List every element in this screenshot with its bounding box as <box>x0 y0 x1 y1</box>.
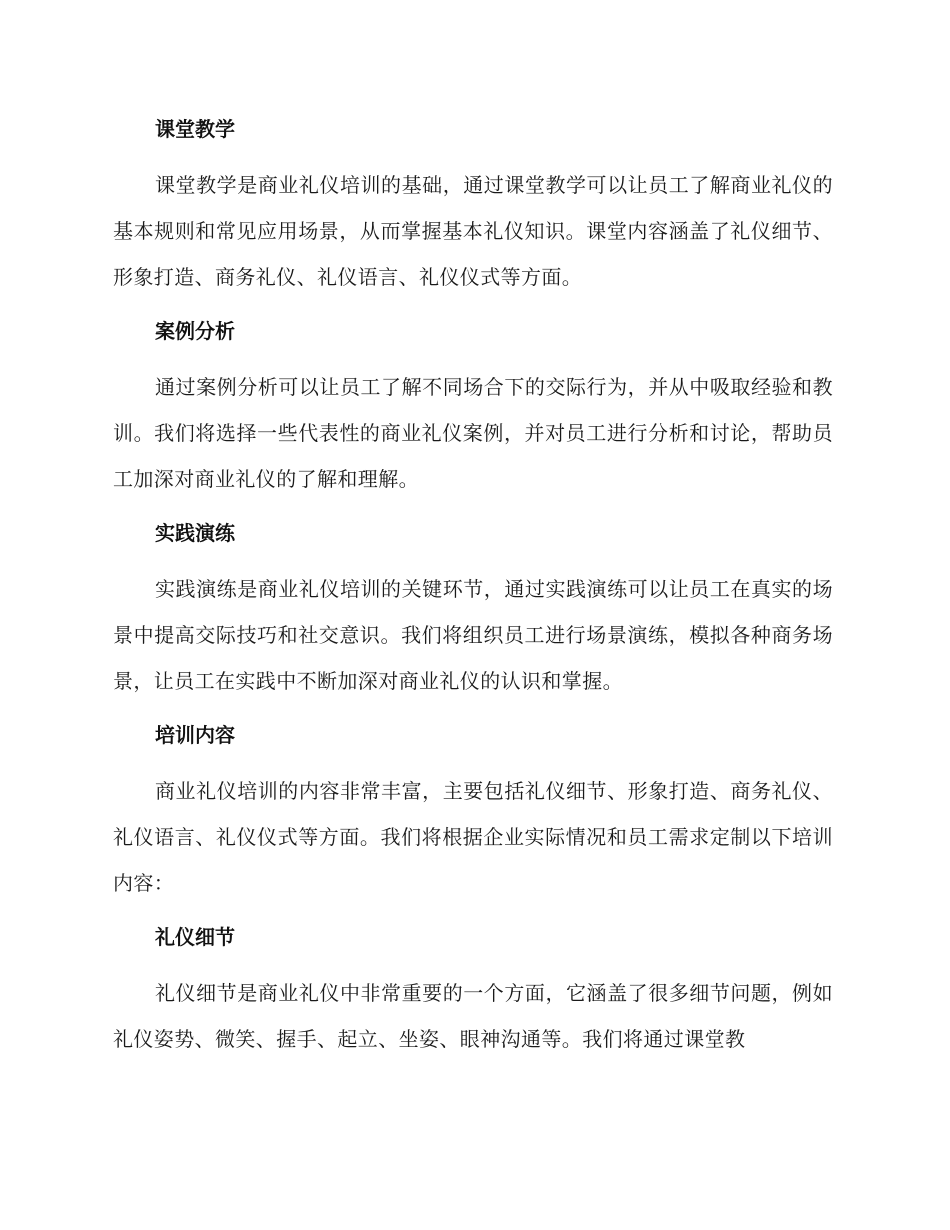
section-classroom-teaching <box>113 112 833 300</box>
section-practice-drills <box>113 516 833 704</box>
section-heading: 实践演练 <box>155 521 235 545</box>
section-etiquette-details <box>113 920 833 1062</box>
section-heading: 培训内容 <box>155 723 235 747</box>
section-paragraph: 商业礼仪培训的内容非常丰富，主要包括礼仪细节、形象打造、商务礼仪、礼仪语言、礼仪仪式等方面。我们将根据企业实际情况和员工需求定制以下培训内容： <box>113 779 833 895</box>
section-paragraph: 实践演练是商业礼仪培训的关键环节，通过实践演练可以让员工在真实的场景中提高交际技巧和社交意识。我们将组织员工进行场景演练，模拟各种商务场景，让员工在实践中不断加深对商业礼仪的认识和掌握。 <box>113 577 833 693</box>
section-paragraph: 课堂教学是商业礼仪培训的基础，通过课堂教学可以让员工了解商业礼仪的基本规则和常见应用场景，从而掌握基本礼仪知识。课堂内容涵盖了礼仪细节、形象打造、商务礼仪、礼仪语言、礼仪仪式等方面。 <box>113 173 833 289</box>
document-body <box>113 112 833 1076</box>
section-training-content <box>113 718 833 906</box>
section-heading: 礼仪细节 <box>155 925 235 949</box>
section-paragraph: 通过案例分析可以让员工了解不同场合下的交际行为，并从中吸取经验和教训。我们将选择一些代表性的商业礼仪案例，并对员工进行分析和讨论，帮助员工加深对商业礼仪的了解和理解。 <box>113 375 833 491</box>
section-paragraph: 礼仪细节是商业礼仪中非常重要的一个方面，它涵盖了很多细节问题，例如礼仪姿势、微笑、握手、起立、坐姿、眼神沟通等。我们将通过课堂教 <box>113 981 833 1051</box>
section-case-analysis <box>113 314 833 502</box>
section-heading: 案例分析 <box>155 319 235 343</box>
section-heading: 课堂教学 <box>155 117 235 141</box>
